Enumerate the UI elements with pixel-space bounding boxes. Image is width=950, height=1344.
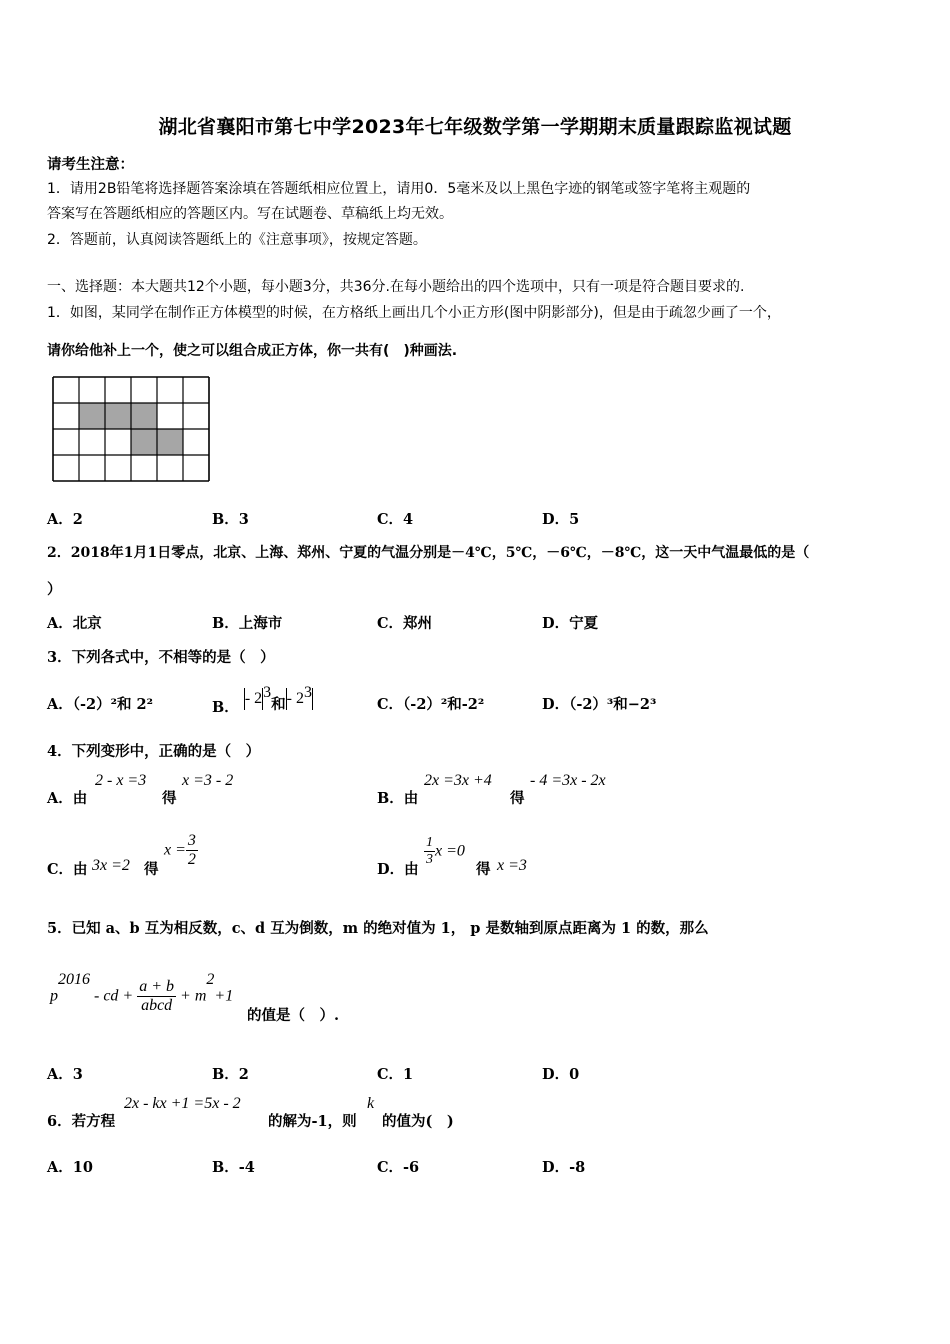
q5-expr-p: p xyxy=(50,987,58,1005)
q6-suffix: 的值为( ) xyxy=(382,1113,454,1130)
shaded-square xyxy=(79,403,105,429)
shaded-square xyxy=(157,429,183,455)
q5-expr-den: abcd xyxy=(141,997,173,1014)
q5-expression xyxy=(50,970,234,1015)
q3-option-a-text: （-2）²和 2² xyxy=(72,696,153,713)
q4-d-eq2: x =3 xyxy=(497,857,527,874)
q3-option-d-label: D． xyxy=(542,696,570,713)
q3-b-exp: 3 xyxy=(263,684,272,701)
notes-line-1: 1．请用2B铅笔将选择题答案涂填在答题纸相应位置上，请用0．5毫米及以上黑色字迹的钢笔或签字笔将主观题的 xyxy=(47,181,751,197)
q4-d-mid: 得 xyxy=(476,861,491,878)
q1-stem-line-2: 请你给他补上一个，使之可以组合成正方体，你一共有( )种画法. xyxy=(47,343,458,359)
q1-stem-line-1: 1．如图，某同学在制作正方体模型的时候，在方格纸上画出几个小正方形(图中阴影部分)，但是由于疏忽少画了一个， xyxy=(47,305,781,321)
q6-option-a: A．10 xyxy=(47,1159,93,1176)
q4-d-num: 1 xyxy=(426,835,433,850)
q4-d-eq1 xyxy=(424,835,465,868)
q2-stem-line-1: 2．2018年1月1日零点，北京、上海、郑州、宁夏的气温分别是－4℃，5℃，－6℃，－8℃，这一天中气温最低的是（ xyxy=(47,545,810,561)
q6-prefix: 6．若方程 xyxy=(47,1113,116,1130)
q4-b-mid: 得 xyxy=(510,790,525,807)
q5-expr-m-exp: 2 xyxy=(206,970,215,988)
q6-option-b: B．-4 xyxy=(212,1159,255,1176)
q5-option-a: A．3 xyxy=(47,1066,83,1083)
q1-option-b: B．3 xyxy=(212,511,249,528)
q3-option-c-label: C． xyxy=(377,696,404,713)
q4-c-den: 2 xyxy=(187,851,196,868)
q4-option-d-label: D．由 xyxy=(377,861,419,878)
q6-mid: 的解为-1，则 xyxy=(268,1113,357,1130)
q3-option-b xyxy=(212,684,313,716)
notes-line-3: 2．答题前，认真阅读答题纸上的《注意事项》，按规定答题。 xyxy=(47,232,427,248)
q5-option-d: D．0 xyxy=(542,1066,580,1083)
notes-heading: 请考生注意： xyxy=(47,156,134,173)
q6-k: k xyxy=(367,1095,375,1112)
shaded-square xyxy=(131,403,157,429)
q4-option-b-label: B．由 xyxy=(377,790,419,807)
q3-b-right: - 2 xyxy=(286,689,304,707)
q4-c-mid: 得 xyxy=(144,861,159,878)
notes-line-2: 答案写在答题纸相应的答题区内。写在试题卷、草稿纸上均无效。 xyxy=(47,206,453,222)
q2-option-d: D．宁夏 xyxy=(542,615,599,632)
q3-b-left: - 2 xyxy=(244,689,263,707)
q3-option-c xyxy=(377,693,484,714)
q3-option-a xyxy=(47,693,153,714)
shaded-square xyxy=(105,403,131,429)
q3-option-c-text: （-2）²和-2² xyxy=(403,696,485,713)
q1-option-a: A．2 xyxy=(47,511,83,528)
q4-d-eq1-rest: x =0 xyxy=(435,842,465,860)
q3-stem: 3．下列各式中，不相等的是（ ） xyxy=(47,649,275,666)
q4-c-eq2 xyxy=(164,832,198,869)
q1-option-c: C．4 xyxy=(377,511,414,528)
q1-square-grid-figure xyxy=(52,376,212,484)
q4-option-a-label: A．由 xyxy=(47,790,88,807)
q3-b-mid: 和 xyxy=(271,695,286,713)
q5-option-b: B．2 xyxy=(212,1066,249,1083)
q6-equation: 2x - kx +1 =5x - 2 xyxy=(124,1095,241,1112)
q2-option-b: B．上海市 xyxy=(212,615,283,632)
q4-d-fraction xyxy=(424,835,435,868)
abs-bar xyxy=(312,688,313,710)
section-heading: 一、选择题：本大题共12个小题，每小题3分，共36分.在每小题给出的四个选项中，只有一项是符合题目要求的. xyxy=(47,279,745,295)
q5-expr-p-exp: 2016 xyxy=(58,970,90,988)
q4-c-eq2-lhs: x = xyxy=(164,841,186,859)
q2-stem-line-2: ） xyxy=(47,581,62,598)
q5-option-c: C．1 xyxy=(377,1066,414,1083)
q4-option-c-label: C．由 xyxy=(47,861,88,878)
q4-d-den: 3 xyxy=(426,852,433,867)
q5-expr-fraction xyxy=(137,978,176,1015)
q5-expr-tail: + m xyxy=(180,987,207,1005)
q4-stem: 4．下列变形中，正确的是（ ） xyxy=(47,743,261,760)
q6-option-c: C．-6 xyxy=(377,1159,420,1176)
q2-option-a: A．北京 xyxy=(47,615,102,632)
q3-option-b-label: B． xyxy=(212,698,239,716)
q6-option-d: D．-8 xyxy=(542,1159,586,1176)
q3-b-exp-2: 3 xyxy=(303,684,312,701)
q3-option-d-text: （-2）³和−2³ xyxy=(569,696,657,713)
shaded-square xyxy=(131,429,157,455)
q5-expr-mid: - cd + xyxy=(94,987,134,1005)
q5-stem: 5．已知 a、b 互为相反数，c、d 互为倒数，m 的绝对值为 1， p 是数轴到原点距离为 1 的数，那么 xyxy=(47,920,709,937)
q4-b-eq2: - 4 =3x - 2x xyxy=(530,772,606,789)
q5-expr-num: a + b xyxy=(139,978,175,995)
q4-c-eq1: 3x =2 xyxy=(92,857,130,874)
q1-option-d: D．5 xyxy=(542,511,580,528)
q3-option-a-label: A． xyxy=(47,696,73,713)
q3-option-d xyxy=(542,693,656,714)
q4-c-fraction xyxy=(186,832,198,869)
q4-b-eq1: 2x =3x +4 xyxy=(424,772,492,789)
q4-a-mid: 得 xyxy=(162,790,177,807)
q5-expr-end: +1 xyxy=(214,987,234,1005)
q4-a-eq1: 2 - x =3 xyxy=(95,772,147,789)
q4-a-eq2: x =3 - 2 xyxy=(182,772,234,789)
q2-option-c: C．郑州 xyxy=(377,615,433,632)
page-title: 湖北省襄阳市第七中学2023年七年级数学第一学期期末质量跟踪监视试题 xyxy=(158,116,792,138)
q5-suffix: 的值是（ ）. xyxy=(247,1007,340,1024)
q4-c-num: 3 xyxy=(187,832,196,849)
